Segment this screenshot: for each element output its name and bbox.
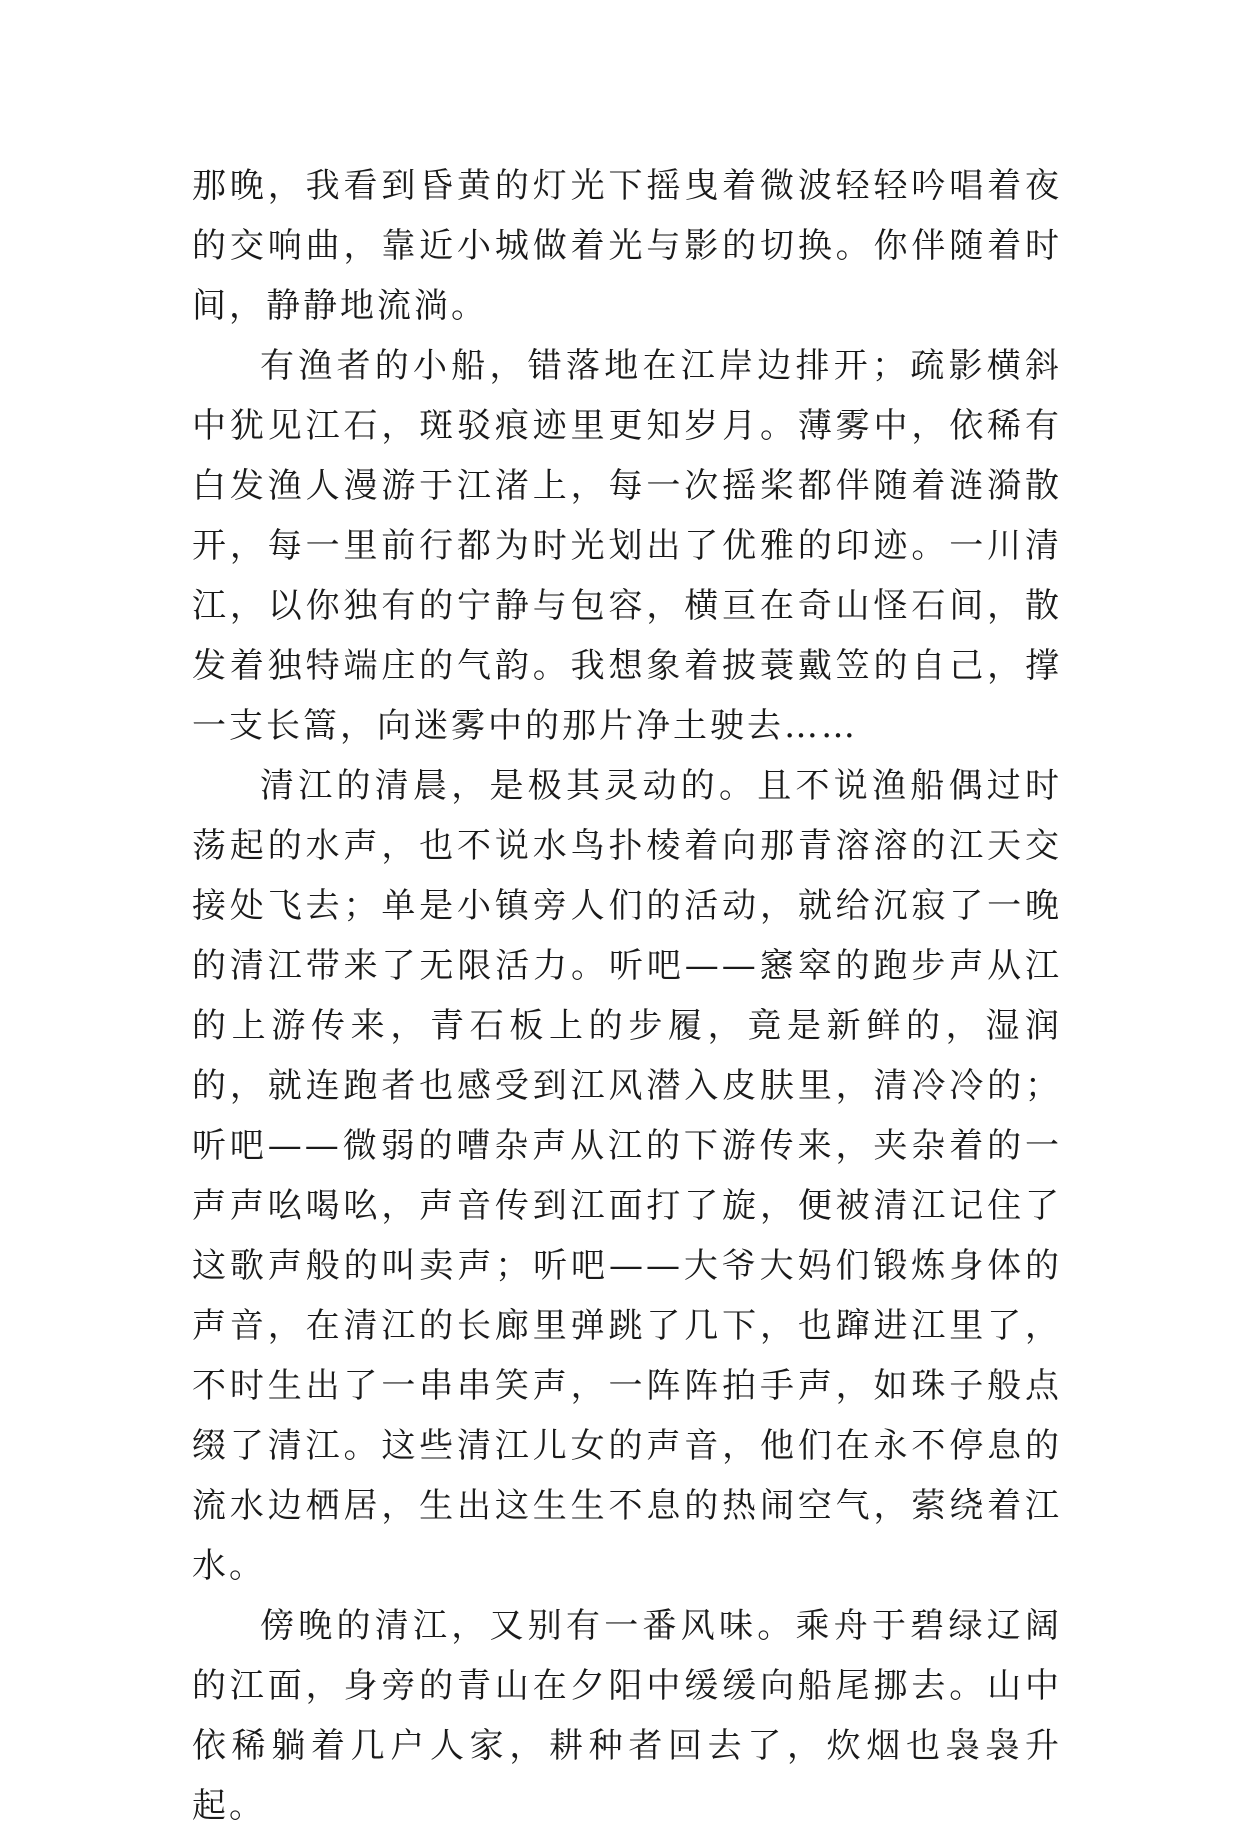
paragraph-night: 那晚，我看到昏黄的灯光下摇曳着微波轻轻吟唱着夜的交响曲，靠近小城做着光与影的切换。你伴随着时间，静静地流淌。 (192, 166, 1062, 326)
paragraph-evening: 傍晚的清江，又别有一番风味。乘舟于碧绿辽阔的江面，身旁的青山在夕阳中缓缓向船尾挪去。山中依稀躺着几户人家，耕种者回去了，炊烟也袅袅升起。 (192, 1606, 1062, 1826)
paragraph-fishing-boats: 有渔者的小船，错落地在江岸边排开；疏影横斜中犹见江石，斑驳痕迹里更知岁月。薄雾中，依稀有白发渔人漫游于江渚上，每一次摇桨都伴随着涟漪散开，每一里前行都为时光划出了优雅的印迹。一川清江，以你独有的宁静与包容，横亘在奇山怪石间，散发着独特端庄的气韵。我想象着披蓑戴笠的自己，撑一支长篙，向迷雾中的那片净土驶去…… (192, 346, 1062, 746)
paragraph-morning: 清江的清晨，是极其灵动的。且不说渔船偶过时荡起的水声，也不说水鸟扑棱着向那青溶溶的江天交接处飞去；单是小镇旁人们的活动，就给沉寂了一晚的清江带来了无限活力。听吧——窸窣的跑步声从江的上游传来，青石板上的步履，竟是新鲜的，湿润的，就连跑者也感受到江风潜入皮肤里，清冷冷的；听吧——微弱的嘈杂声从江的下游传来，夹杂着的一声声吆喝吆，声音传到江面打了旋，便被清江记住了这歌声般的叫卖声；听吧——大爷大妈们锻炼身体的声音，在清江的长廊里弹跳了几下，也蹿进江里了，不时生出了一串串笑声，一阵阵拍手声，如珠子般点缀了清江。这些清江儿女的声音，他们在永不停息的流水边栖居，生出这生生不息的热闹空气，萦绕着江水。 (192, 766, 1062, 1586)
document-body (192, 156, 1062, 1836)
